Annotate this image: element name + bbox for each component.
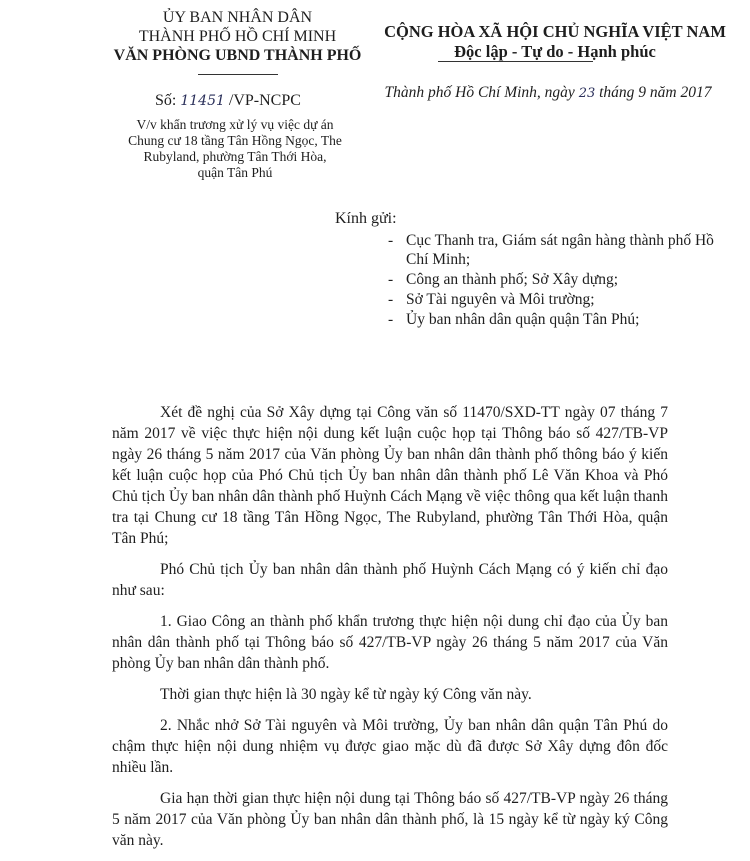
national-motto-header — [355, 22, 750, 62]
recipient-item: - Ủy ban nhân dân quận quận Tân Phú; — [388, 310, 718, 329]
document-body — [112, 402, 668, 861]
country-name: CỘNG HÒA XÃ HỘI CHỦ NGHĨA VIỆT NAM — [384, 22, 726, 41]
doc-number-suffix: /VP-NCPC — [228, 92, 301, 109]
subject-line-1: V/v khẩn trương xử lý vụ việc dự án — [136, 117, 334, 132]
agency-underline — [198, 74, 278, 75]
recipient-item: - Cục Thanh tra, Giám sát ngân hàng thành phố Hồ Chí Minh; — [388, 231, 718, 269]
date-prefix: Thành phố Hồ Chí Minh, ngày — [384, 84, 575, 101]
recipient-list — [388, 231, 718, 330]
motto: Độc lập - Tự do - Hạnh phúc — [454, 42, 656, 61]
recipient-item: - Công an thành phố; Sở Xây dựng; — [388, 270, 718, 289]
doc-number-handwritten: 11451 — [180, 93, 225, 109]
agency-line-3: VĂN PHÒNG UBND THÀNH PHỐ — [113, 47, 362, 64]
doc-number-prefix: Số: — [155, 92, 177, 109]
issuing-agency-header — [95, 8, 380, 65]
subject-line-2: Chung cư 18 tầng Tân Hồng Ngọc, The — [128, 133, 342, 148]
document-number — [155, 92, 301, 110]
recipient-item: - Sở Tài nguyên và Môi trường; — [388, 290, 718, 309]
body-paragraph: 2. Nhắc nhở Sở Tài nguyên và Môi trường, Ủy ban nhân dân quận Tân Phú do chậm thực hiện nội dung nhiệm vụ được giao mặc dù đã được Sở Xây dựng đôn đốc nhiều lần. — [112, 717, 668, 776]
date-suffix: tháng 9 năm 2017 — [599, 84, 712, 101]
subject-line-4: quận Tân Phú — [197, 165, 273, 180]
motto-underline — [438, 61, 593, 62]
body-paragraph: 1. Giao Công an thành phố khẩn trương thực hiện nội dung chỉ đạo của Ủy ban nhân dân thành phố tại Thông báo số 427/TB-VP ngày 26 tháng 5 năm 2017 của Văn phòng Ủy ban nhân dân thành phố. — [112, 613, 668, 672]
body-paragraph: Xét đề nghị của Sở Xây dựng tại Công văn số 11470/SXD-TT ngày 07 tháng 7 năm 2017 về việc thực hiện nội dung kết luận cuộc họp tại Thông báo số 427/TB-VP ngày 26 tháng 5 năm 2017 của Văn phòng Ủy ban nhân dân thành phố thông báo ý kiến kết luận cuộc họp của Phó Chủ tịch Ủy ban nhân dân thành phố Lê Văn Khoa và Phó Chủ tịch Ủy ban nhân dân thành phố Huỳnh Cách Mạng về việc thông qua kết luận thanh tra tại Chung cư 18 tầng Tân Hồng Ngọc, The Rubyland, phường Tân Thới Hòa, quận Tân Phú; — [112, 404, 668, 547]
body-paragraph: Thời gian thực hiện là 30 ngày kể từ ngày ký Công văn này. — [160, 686, 532, 703]
document-date — [358, 84, 738, 102]
salutation: Kính gửi: — [335, 210, 397, 227]
agency-line-1: ỦY BAN NHÂN DÂN — [162, 9, 313, 26]
subject-line-3: Rubyland, phường Tân Thới Hòa, — [143, 149, 327, 164]
body-paragraph: Gia hạn thời gian thực hiện nội dung tại Thông báo số 427/TB-VP ngày 26 tháng 5 năm 2017 của Văn phòng Ủy ban nhân dân thành phố, là 15 ngày kể từ ngày ký Công văn này. — [112, 790, 668, 849]
date-day-handwritten: 23 — [578, 86, 596, 101]
body-paragraph: Phó Chủ tịch Ủy ban nhân dân thành phố Huỳnh Cách Mạng có ý kiến chỉ đạo như sau: — [112, 561, 668, 599]
agency-line-2: THÀNH PHỐ HỒ CHÍ MINH — [138, 28, 337, 45]
document-subject — [100, 117, 370, 181]
